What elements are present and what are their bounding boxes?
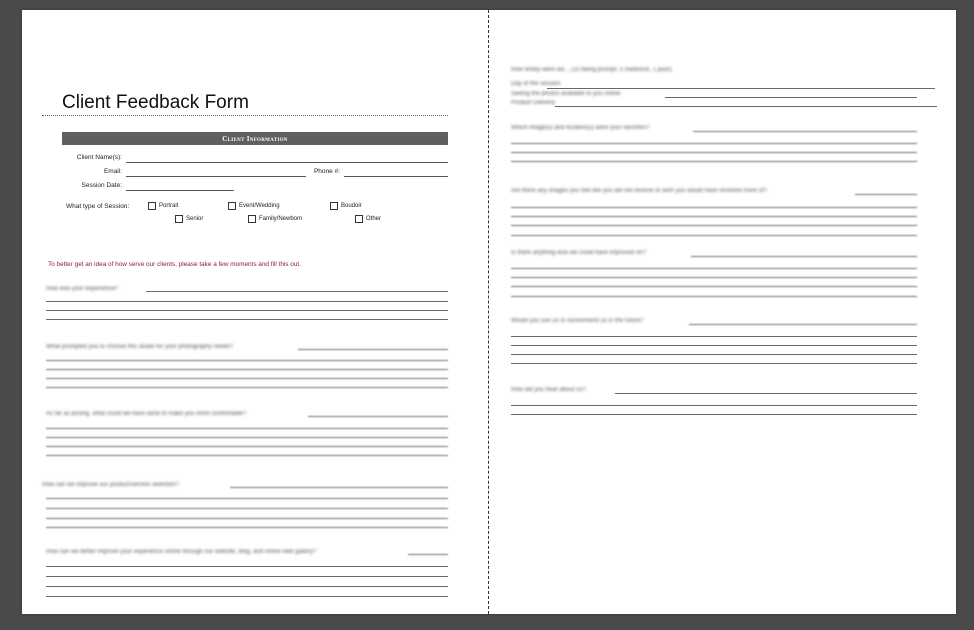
email-field[interactable] <box>126 176 306 177</box>
session-type-label: What type of Session: <box>66 203 130 210</box>
email-label: Email: <box>103 168 122 175</box>
answer-line[interactable] <box>46 518 448 519</box>
answer-line[interactable] <box>665 97 917 98</box>
answer-line[interactable] <box>511 235 917 236</box>
answer-line[interactable] <box>511 152 917 153</box>
answer-line[interactable] <box>511 277 917 278</box>
option-family-newborn[interactable] <box>248 215 302 223</box>
answer-line[interactable] <box>689 324 917 325</box>
option-label: Portrait <box>159 203 179 209</box>
option-label: Other <box>366 216 382 222</box>
question-text: How was your experience? <box>46 286 119 292</box>
checkbox-icon[interactable] <box>355 215 363 223</box>
question-text: What prompted you to choose this studio for your photography needs? <box>46 344 234 350</box>
rating-prompt: How timely were we... (10 being prompt, 5 mediocre, 1 poor) <box>511 67 672 73</box>
answer-line[interactable] <box>46 446 448 447</box>
answer-line[interactable] <box>693 131 917 132</box>
document-spread <box>22 10 956 614</box>
rating-item: Product Delivery <box>511 100 556 106</box>
option-portrait[interactable] <box>148 202 178 210</box>
question-block <box>511 250 917 305</box>
answer-line[interactable] <box>46 508 448 509</box>
answer-line[interactable] <box>691 256 917 257</box>
answer-line[interactable] <box>511 216 917 217</box>
left-page <box>22 10 488 614</box>
checkbox-icon[interactable] <box>148 202 156 210</box>
answer-line[interactable] <box>46 301 448 302</box>
answer-line[interactable] <box>555 106 937 107</box>
rating-block <box>511 67 917 117</box>
right-page <box>489 10 956 614</box>
answer-line[interactable] <box>547 88 935 89</box>
answer-line[interactable] <box>46 437 448 438</box>
option-other[interactable] <box>355 215 381 223</box>
answer-line[interactable] <box>408 554 448 555</box>
answer-line[interactable] <box>46 586 448 587</box>
question-block <box>46 411 448 466</box>
question-text: How can we better improve your experience online through our website, blog, and online web gallery? <box>46 549 317 555</box>
answer-line[interactable] <box>46 596 448 597</box>
answer-line[interactable] <box>46 378 448 379</box>
question-text: How did you hear about us? <box>511 387 586 393</box>
answer-line[interactable] <box>46 498 448 499</box>
option-label: Boudoir <box>341 203 362 209</box>
phone-label: Phone #: <box>313 168 340 175</box>
question-text: Which image(s) and location(s) were your favorites? <box>511 125 650 131</box>
question-text: Is there anything else we could have improved on? <box>511 250 647 256</box>
intro-text: To better get an idea of how serve our clients, please take a few moments and fill this out. <box>48 261 301 268</box>
session-date-label: Session Date: <box>81 182 122 189</box>
answer-line[interactable] <box>511 225 917 226</box>
option-label: Family/Newborn <box>259 216 303 222</box>
option-event-wedding[interactable] <box>228 202 280 210</box>
answer-line[interactable] <box>46 369 448 370</box>
session-date-field[interactable] <box>126 190 234 191</box>
client-info-header: Client Information <box>62 132 448 145</box>
answer-line[interactable] <box>511 363 917 364</box>
question-text: As far as posing, what could we have done to make you more comfortable? <box>46 411 247 417</box>
answer-line[interactable] <box>511 414 917 415</box>
checkbox-icon[interactable] <box>175 215 183 223</box>
answer-line[interactable] <box>511 143 917 144</box>
question-block <box>46 549 448 603</box>
option-label: Senior <box>186 216 204 222</box>
option-senior[interactable] <box>175 215 203 223</box>
question-block <box>42 482 448 532</box>
client-name-field[interactable] <box>126 162 448 163</box>
rating-item: Day of the session <box>511 81 561 87</box>
answer-line[interactable] <box>511 405 917 406</box>
question-block <box>511 318 917 368</box>
answer-line[interactable] <box>46 319 448 320</box>
question-text: Are there any images you feel like you did not receive or wish you would have received more of? <box>511 188 768 194</box>
checkbox-icon[interactable] <box>228 202 236 210</box>
answer-line[interactable] <box>511 345 917 346</box>
question-block <box>511 125 917 170</box>
answer-line[interactable] <box>46 387 448 388</box>
question-text: How can we improve our product/service selection? <box>42 482 180 488</box>
checkbox-icon[interactable] <box>330 202 338 210</box>
answer-line[interactable] <box>511 268 917 269</box>
option-boudoir[interactable] <box>330 202 362 210</box>
rating-item: Seeing the photos available to you online <box>511 91 621 97</box>
client-name-label: Client Name(s): <box>76 154 122 161</box>
answer-line[interactable] <box>511 296 917 297</box>
answer-line[interactable] <box>46 576 448 577</box>
answer-line[interactable] <box>511 161 917 162</box>
answer-line[interactable] <box>511 207 917 208</box>
answer-line[interactable] <box>511 336 917 337</box>
answer-line[interactable] <box>46 428 448 429</box>
answer-line[interactable] <box>146 291 448 292</box>
answer-line[interactable] <box>230 487 448 488</box>
answer-line[interactable] <box>511 354 917 355</box>
answer-line[interactable] <box>511 286 917 287</box>
form-title: Client Feedback Form <box>62 92 249 113</box>
answer-line[interactable] <box>855 194 917 195</box>
answer-line[interactable] <box>615 393 917 394</box>
answer-line[interactable] <box>46 455 448 456</box>
question-text: Would you use us or recommend us in the future? <box>511 318 644 324</box>
question-block <box>511 188 917 243</box>
answer-line[interactable] <box>46 527 448 528</box>
title-divider <box>42 115 448 116</box>
question-block <box>46 344 448 394</box>
question-block <box>511 387 917 421</box>
answer-line[interactable] <box>46 360 448 361</box>
answer-line[interactable] <box>298 349 448 350</box>
answer-line[interactable] <box>46 566 448 567</box>
checkbox-icon[interactable] <box>248 215 256 223</box>
option-label: Event/Wedding <box>239 203 280 209</box>
answer-line[interactable] <box>308 416 448 417</box>
answer-line[interactable] <box>46 310 448 311</box>
phone-field[interactable] <box>344 176 448 177</box>
question-block <box>46 286 448 326</box>
